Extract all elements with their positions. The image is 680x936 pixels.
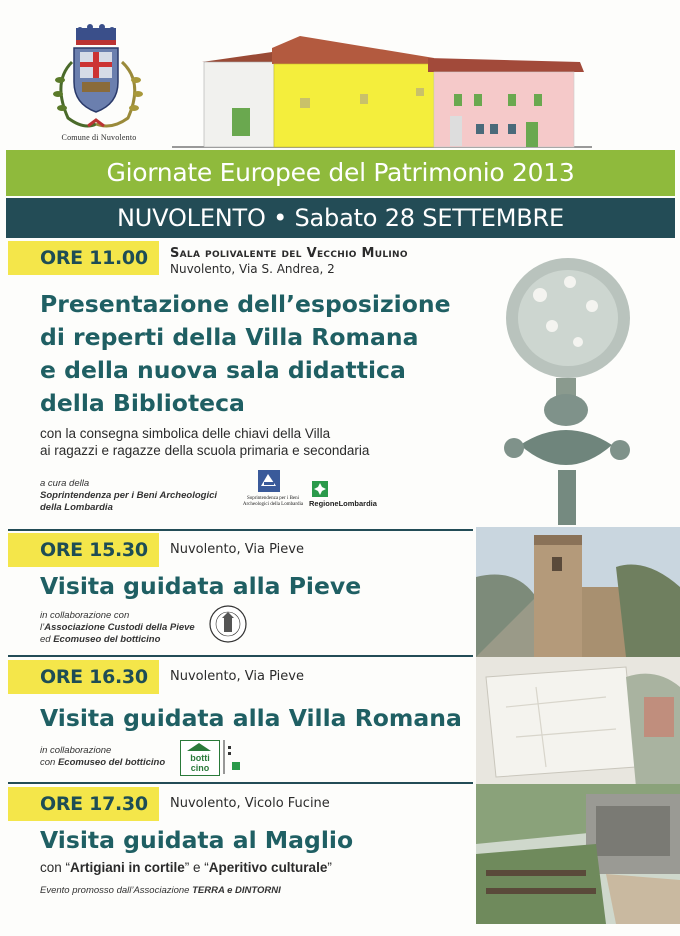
- promo-text: Evento promosso dall’Associazione: [40, 885, 193, 896]
- collab-org: Ecomuseo del botticino: [57, 757, 166, 768]
- soprintendenza-emblem-icon: [256, 468, 282, 494]
- soprintendenza-logo: [242, 468, 304, 508]
- botticino-logo: [180, 740, 220, 776]
- subtitle-part: ” e “: [184, 860, 209, 875]
- event-4-title: Visita guidata al Maglio: [40, 826, 354, 854]
- address-label: Nuvolento, Via Pieve: [170, 542, 304, 557]
- promo-org: TERRA e DINTORNI: [192, 885, 281, 896]
- event-title-band: [6, 150, 675, 196]
- collab-intro: in collaborazione: [40, 745, 112, 756]
- collab-org: Ecomuseo del botticino: [53, 634, 161, 645]
- subtitle-part: ”: [327, 860, 332, 875]
- credit-org: della Lombardia: [40, 502, 113, 513]
- soprintendenza-caption: Soprintendenza per i Beni Archeologici della Lombardia: [242, 496, 304, 507]
- botticino-logo-text: botti cino: [190, 753, 210, 773]
- credit-block: [40, 478, 217, 514]
- event-1-title-line: Presentazione dell’esposizione: [40, 290, 451, 318]
- time-badge-1630: ORE 16.30: [8, 660, 159, 694]
- collab-prefix: con: [40, 757, 58, 768]
- event-1-title: [40, 288, 451, 420]
- aperitivo-label: Aperitivo culturale: [208, 860, 328, 875]
- buildings-illustration: [172, 34, 592, 150]
- maglio-photo: [476, 784, 680, 924]
- regione-lombardia-label: RegioneLombardia: [309, 499, 377, 508]
- promo-line: [40, 885, 281, 897]
- address-label: Nuvolento, Via S. Andrea, 2: [170, 262, 335, 276]
- description-line: ai ragazzi e ragazze della scuola primaria e secondaria: [40, 443, 370, 458]
- event-date: NUVOLENTO • Sabato 28 SETTEMBRE: [117, 204, 564, 232]
- event-1-title-line: di reperti della Villa Romana: [40, 323, 419, 351]
- divider: [8, 529, 473, 531]
- divider: [8, 655, 473, 657]
- address-label: Nuvolento, Via Pieve: [170, 669, 304, 684]
- event-2-title: Visita guidata alla Pieve: [40, 572, 362, 600]
- subtitle-part: con “: [40, 860, 71, 875]
- collab-intro: in collaborazione con: [40, 610, 130, 621]
- event-3-title: Visita guidata alla Villa Romana: [40, 704, 462, 732]
- regione-lombardia-icon: [312, 481, 328, 497]
- crown-icon: [76, 24, 116, 45]
- credit-org: Soprintendenza per i Beni Archeologici: [40, 490, 218, 501]
- artigiani-label: Artigiani in cortile: [70, 860, 185, 875]
- event-title: Giornate Europee del Patrimonio 2013: [106, 158, 575, 187]
- comune-crest-logo: [44, 22, 154, 140]
- roman-artifact-photo: [470, 240, 680, 525]
- collab-org: Associazione Custodi della Pieve: [44, 622, 195, 633]
- botticino-building-icon: [181, 741, 217, 753]
- ecomuseo-small-logo: [222, 738, 248, 776]
- event-date-band: [6, 198, 675, 238]
- pieve-tower-photo: [476, 527, 680, 657]
- comune-label: Comune di Nuvolento: [61, 133, 137, 142]
- custodi-della-pieve-seal-icon: [208, 604, 248, 644]
- venue-label: Sala polivalente del Vecchio Mulino: [170, 246, 408, 261]
- description-line: con la consegna simbolica delle chiavi della Villa: [40, 426, 331, 441]
- collab-prefix: l’: [40, 622, 45, 633]
- credit-intro: a cura della: [40, 478, 90, 489]
- time-badge-1530: ORE 15.30: [8, 533, 159, 567]
- regione-lombardia-logo: [312, 481, 328, 497]
- event-1-title-line: e della nuova sala didattica: [40, 356, 406, 384]
- event-1-title-line: della Biblioteca: [40, 389, 245, 417]
- event-4-subtitle: [40, 860, 332, 875]
- time-badge-1100: ORE 11.00: [8, 241, 159, 275]
- address-label: Nuvolento, Vicolo Fucine: [170, 796, 330, 811]
- time-badge-1730: ORE 17.30: [8, 787, 159, 821]
- villa-romana-photo: [476, 657, 680, 787]
- divider: [8, 782, 473, 784]
- collab-prefix: ed: [40, 634, 54, 645]
- collab-block: [40, 610, 195, 646]
- collab-block: [40, 745, 165, 769]
- event-1-description: [40, 425, 369, 459]
